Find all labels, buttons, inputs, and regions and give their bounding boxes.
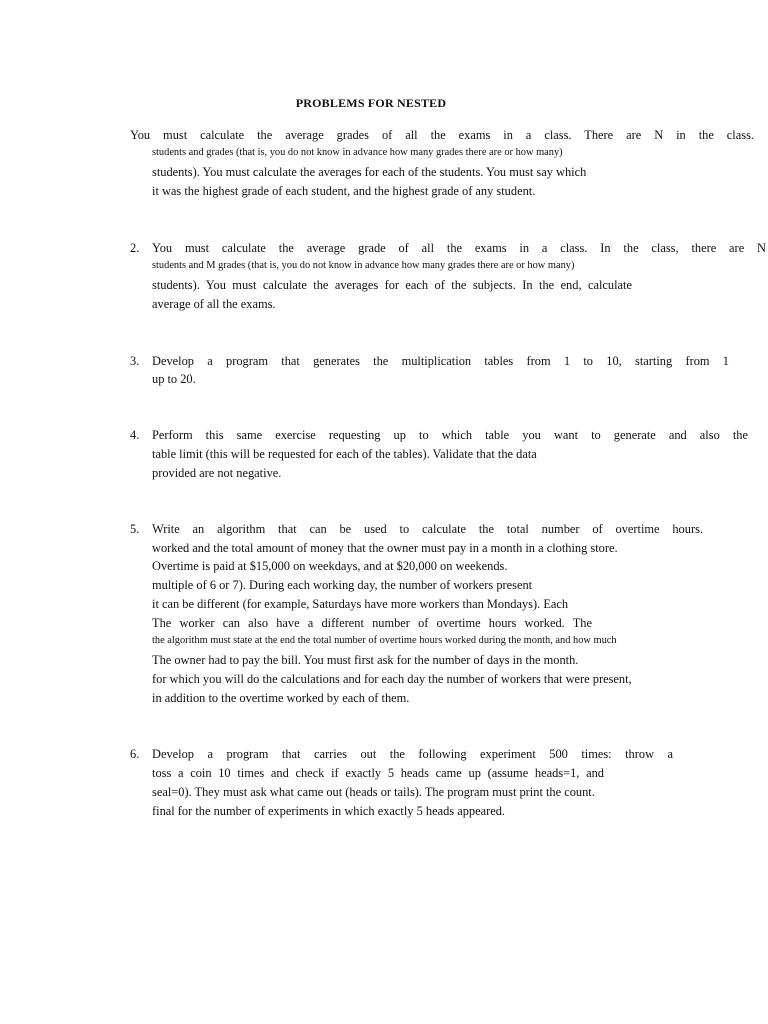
item-5-line-5: it can be different (for example, Saturdays have more workers than Mondays). Each: [152, 597, 569, 611]
item-4-line-2: table limit (this will be requested for each of the tables). Validate that the data: [152, 447, 537, 461]
item-6-line-4: final for the number of experiments in which exactly 5 heads appeared.: [152, 804, 505, 818]
item-5-line-1: Write an algorithm that can be used to calculate the total number of overtime hours.: [152, 522, 703, 536]
item-6-line-1: Develop a program that carries out the following experiment 500 times: throw a: [152, 747, 673, 761]
p1-line-1: You must calculate the average grades of all the exams in a class. There are N in the class.: [130, 128, 754, 142]
item-2-line-2: students and M grades (that is, you do not know in advance how many grades there are or how many): [152, 260, 575, 271]
item-2-line-4: average of all the exams.: [152, 297, 276, 311]
item-2-line-1: You must calculate the average grade of all the exams in a class. In the class, there are N: [152, 241, 766, 255]
item-2-line-3: students). You must calculate the averages for each of the subjects. In the end, calculate: [152, 278, 632, 292]
page-title: PROBLEMS FOR NESTED: [295, 96, 447, 110]
item-4-line-1: Perform this same exercise requesting up to which table you want to generate and also the: [152, 428, 748, 442]
item-number: 6.: [130, 747, 140, 761]
item-5-line-10: in addition to the overtime worked by each of them.: [152, 691, 410, 705]
item-5-line-8: The owner had to pay the bill. You must first ask for the number of days in the month.: [152, 653, 579, 667]
item-5-line-6: The worker can also have a different number of overtime hours worked. The: [152, 616, 592, 630]
item-5-line-2: worked and the total amount of money that the owner must pay in a month in a clothing store.: [152, 541, 618, 555]
item-5-line-9: for which you will do the calculations and for each day the number of workers that were present,: [152, 672, 632, 686]
item-number: 5.: [130, 522, 140, 536]
item-5-line-7: the algorithm must state at the end the total number of overtime hours worked during the month, and how much: [152, 635, 617, 646]
item-number: 4.: [130, 428, 140, 442]
item-5-line-3: Overtime is paid at $15,000 on weekdays, and at $20,000 on weekends.: [152, 559, 508, 573]
p1-line-4: it was the highest grade of each student, and the highest grade of any student.: [152, 184, 536, 198]
item-number: 2.: [130, 241, 140, 255]
p1-line-2: students and grades (that is, you do not know in advance how many grades there are or how many): [152, 147, 563, 158]
item-5-line-4: multiple of 6 or 7). During each working day, the number of workers present: [152, 578, 533, 592]
item-6-line-2: toss a coin 10 times and check if exactly 5 heads came up (assume heads=1, and: [152, 766, 604, 780]
item-3-line-2: up to 20.: [152, 372, 196, 386]
p1-line-3: students). You must calculate the averages for each of the students. You must say which: [152, 165, 587, 179]
item-3-line-1: Develop a program that generates the multiplication tables from 1 to 10, starting from 1: [152, 354, 729, 368]
item-4-line-3: provided are not negative.: [152, 466, 282, 480]
item-number: 3.: [130, 354, 140, 368]
item-6-line-3: seal=0). They must ask what came out (heads or tails). The program must print the count.: [152, 785, 595, 799]
